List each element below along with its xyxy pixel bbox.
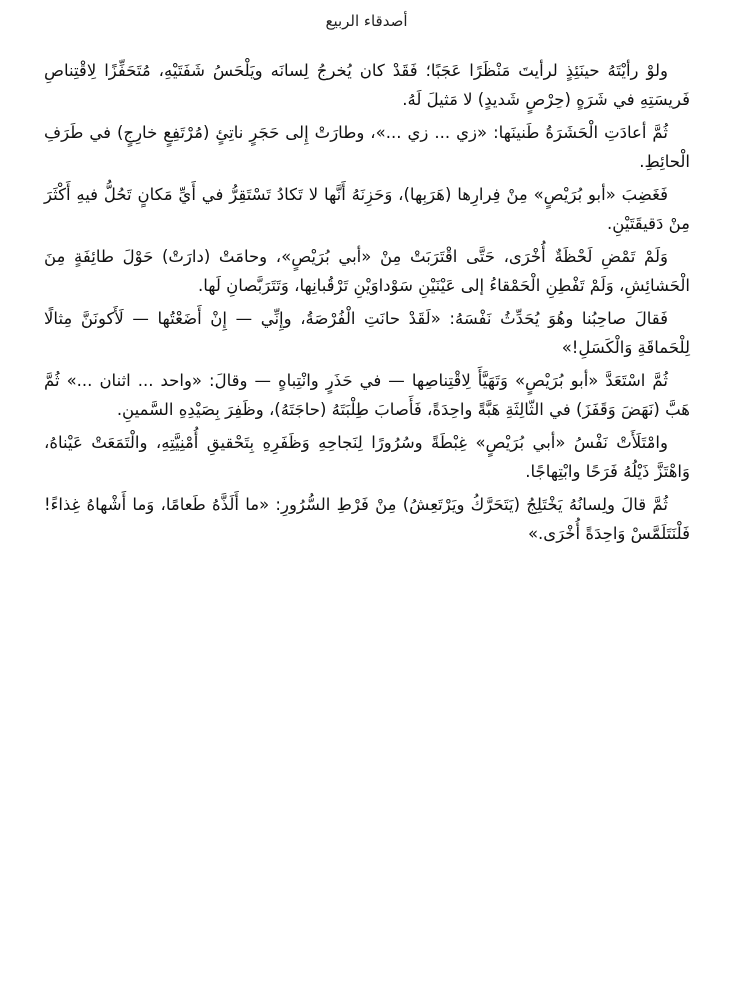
paragraph: ولوْ رأيْتَهُ حينَئِذٍ لرأيتَ مَنْظَرًا عَجَبًا؛ فَقَدْ كان يُخرجُ لِسانَه ويَلْحَسُ شَفَتَيْهِ، مُتَحَفِّزًا لِاقْتِناصِ فَريسَتِهِ في شَرَهٍ (حِرْصٍ شَديدٍ) لا مَثيلَ لَهُ.: [44, 61, 690, 109]
paragraph: ثُمَّ قالَ ولِسانُهُ يَخْتَلِجُ (يَتَحَرَّكُ ويَرْتَعِشُ) مِنْ فَرْطِ السُّرُورِ: «ما أَلَذَّهُ طَعامًا، وَما أَشْهاهُ غِذاءً! فَلْنَتَلَمَّسْ وَاحِدَةً أُخْرَى.»: [44, 495, 690, 543]
paragraph: فَقالَ صاحِبُنا وهُوَ يُحَدِّثُ نَفْسَهُ: «لَقَدْ حانَتِ الْفُرْصَةُ، وإِنِّي — إِنْ أَضَعْتُها — لَأَكونَنَّ مِثالًا لِلْحَماقَةِ وَالْكَسَلِ!»: [44, 309, 690, 357]
paragraph: ثُمَّ أعادَتِ الْحَشَرَةُ طَنينَها: «زي ... زي ...»، وطارَتْ إِلى حَجَرٍ ناتِئٍ (مُرْتَفِعٍ خارِجٍ) في طَرَفِ الْحائِطِ.: [44, 123, 690, 171]
paragraph: وَلَمْ تَمْضِ لَحْظَةٌ أُخْرَى، حَتَّى اقْتَرَبَتْ مِنْ «أبي بُرَيْصٍ»، وحامَتْ (دارَتْ) حَوْلَ طائِفَةٍ مِنَ الْحَشائِشِ، وَلَمْ تَفْطِنِ الْحَمْقاءُ إلى عَيْنَيْنِ سَوْداوَيْنِ تَرْقُبانِها، وَتَتَرَبَّصانِ لَها.: [44, 247, 690, 295]
page-header-title: أصدقاء الربيع: [325, 12, 408, 30]
story-body: [44, 56, 690, 552]
paragraph: ثُمَّ اسْتَعَدَّ «أبو بُرَيْصٍ» وَتَهَيَّأَ لِاقْتِناصِها — في حَذَرٍ وانْتِباهٍ — وقالَ: «واحد ... اثنان ...» ثُمَّ هَبَّ (نَهَضَ وَقَفَزَ) في الثّالِثَةِ هَبَّةً واحِدَةً، فَأَصابَ طِلْبَتَهُ (حاجَتَهُ)، وظَفِرَ بِصَيْدِهِ السَّمينِ.: [44, 371, 690, 419]
paragraph: وامْتَلَأَتْ نَفْسُ «أبي بُرَيْصٍ» غِبْطَةً وسُرُورًا لِنَجاحِهِ وَظَفَرِهِ بِتَحْقيقِ أُمْنِيَّتِهِ، والْتَمَعَتْ عَيْناهُ، وَاهْتَزَّ ذَيْلُهُ فَرَحًا وابْتِهاجًا.: [44, 433, 690, 481]
paragraph: فَغَضِبَ «أبو بُرَيْصٍ» مِنْ فِرارِها (هَرَبِها)، وَحَزِنَهُ أَنَّها لا تَكادُ تَسْتَقِرُّ في أَيِّ مَكانٍ تَحُلُّ فيهِ أَكْثَرَ مِنْ دَقيقَتَيْنِ.: [44, 185, 690, 233]
